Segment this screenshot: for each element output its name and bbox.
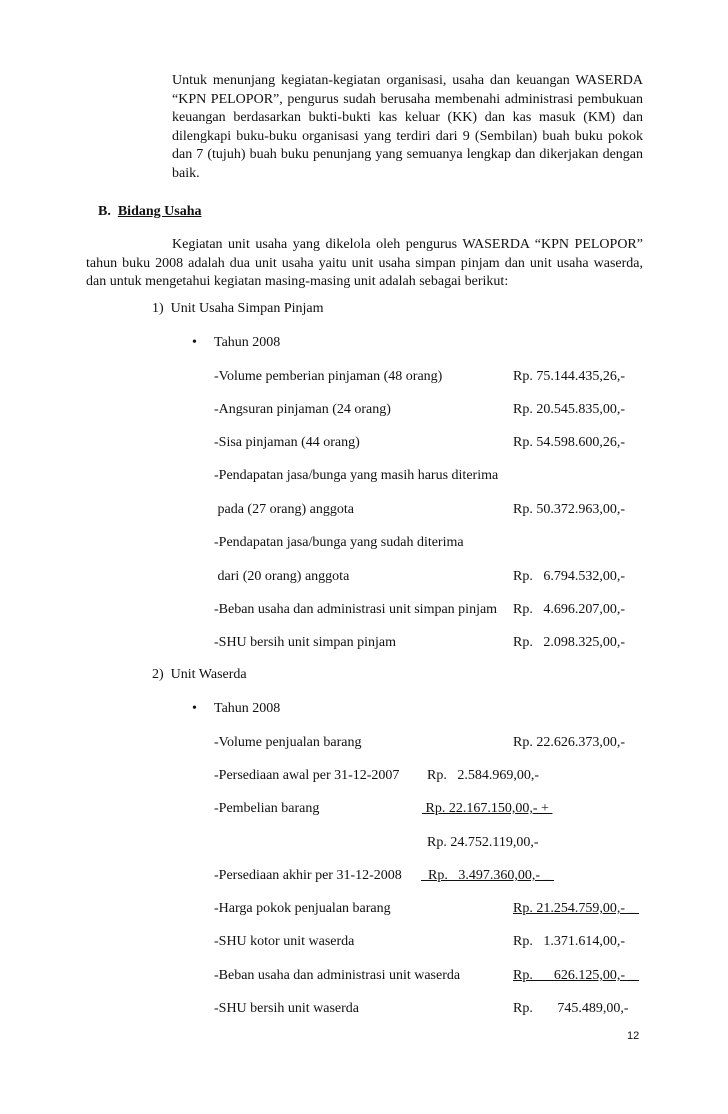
unit1-row-label: dari (20 orang) anggota xyxy=(214,569,350,584)
intro-paragraph: Untuk menunjang kegiatan-kegiatan organisasi, usaha dan keuangan WASERDA “KPN PELOPOR”, pengurus sudah berusaha membenahi administrasi pembukuan keuangan berdasarkan bukti-bukti kas keluar (KK) dan kas masuk (KM) dan dilengkapi buku-buku organisasi yang terdiri dari 9 (Sembilan) buah buku pokok dan 7 (tujuh) buah buku penunjang yang semuanya lengkap dan dikerjakan dengan baik. xyxy=(172,73,643,181)
unit1-heading: 1) Unit Usaha Simpan Pinjam xyxy=(152,301,324,316)
section-paragraph: Kegiatan unit usaha yang dikelola oleh pengurus WASERDA “KPN PELOPOR” tahun buku 2008 adalah dua unit usaha yaitu unit usaha simpan pinjam dan unit usaha waserda, dan untuk mengetahui kegiatan masing-masing unit adalah sebagai berikut: xyxy=(86,237,643,289)
unit2-heading: 2) Unit Waserda xyxy=(152,667,247,682)
unit2-row-label: -Pembelian barang xyxy=(214,801,320,816)
unit1-row-label: pada (27 orang) anggota xyxy=(214,502,354,517)
unit1-bullet: • xyxy=(192,335,197,350)
unit1-row-label: -SHU bersih unit simpan pinjam xyxy=(214,635,396,650)
page-number: 12 xyxy=(627,1030,640,1042)
unit1-row-label: -Volume pemberian pinjaman (48 orang) xyxy=(214,369,443,384)
unit1-row-label: -Angsuran pinjaman (24 orang) xyxy=(214,402,391,417)
unit1-row-amount: Rp. 75.144.435,26,- xyxy=(513,369,625,384)
unit2-row-mid: Rp. 22.167.150,00,- + xyxy=(422,801,553,816)
unit1-row-label: -Pendapatan jasa/bunga yang sudah diterima xyxy=(214,535,464,550)
section-title: Bidang Usaha xyxy=(117,204,202,219)
section-heading xyxy=(98,203,202,221)
unit2-row-amount: Rp. 22.626.373,00,- xyxy=(513,735,625,750)
unit1-row-amount: Rp. 2.098.325,00,- xyxy=(513,635,625,650)
unit2-row-label: -Beban usaha dan administrasi unit waserda xyxy=(214,968,461,983)
unit2-row-amount: Rp. 745.489,00,- xyxy=(513,1001,629,1016)
unit1-row-amount: Rp. 20.545.835,00,- xyxy=(513,402,625,417)
unit1-row-amount: Rp. 4.696.207,00,- xyxy=(513,602,625,617)
unit2-row-amount: Rp. 21.254.759,00,- _ xyxy=(513,901,639,916)
unit2-year: Tahun 2008 xyxy=(214,701,281,716)
unit1-row-label: -Sisa pinjaman (44 orang) xyxy=(214,435,360,450)
unit1-row-label: -Pendapatan jasa/bunga yang masih harus diterima xyxy=(214,468,499,483)
unit2-row-label: -Volume penjualan barang xyxy=(214,735,362,750)
unit1-row-label: -Beban usaha dan administrasi unit simpan pinjam xyxy=(214,602,498,617)
unit2-row-label: -Persediaan awal per 31-12-2007 xyxy=(214,768,400,783)
unit2-row-mid: Rp. 24.752.119,00,- xyxy=(427,835,539,850)
unit2-row-label: -SHU kotor unit waserda xyxy=(214,934,355,949)
unit2-row-amount: Rp. 626.125,00,- _ xyxy=(513,968,639,983)
unit2-row-amount: Rp. 1.371.614,00,- xyxy=(513,934,625,949)
unit2-row-mid: Rp. 3.497.360,00,- _ xyxy=(421,868,554,883)
unit1-row-amount: Rp. 6.794.532,00,- xyxy=(513,569,625,584)
unit2-bullet: • xyxy=(192,701,197,716)
unit1-year: Tahun 2008 xyxy=(214,335,281,350)
unit2-row-mid: Rp. 2.584.969,00,- xyxy=(427,768,539,783)
unit2-row-label: -SHU bersih unit waserda xyxy=(214,1001,360,1016)
unit2-row-label: -Harga pokok penjualan barang xyxy=(214,901,391,916)
unit2-row-label: -Persediaan akhir per 31-12-2008 xyxy=(214,868,402,883)
unit1-row-amount: Rp. 54.598.600,26,- xyxy=(513,435,625,450)
section-number: B. xyxy=(98,204,111,219)
unit1-row-amount: Rp. 50.372.963,00,- xyxy=(513,502,625,517)
